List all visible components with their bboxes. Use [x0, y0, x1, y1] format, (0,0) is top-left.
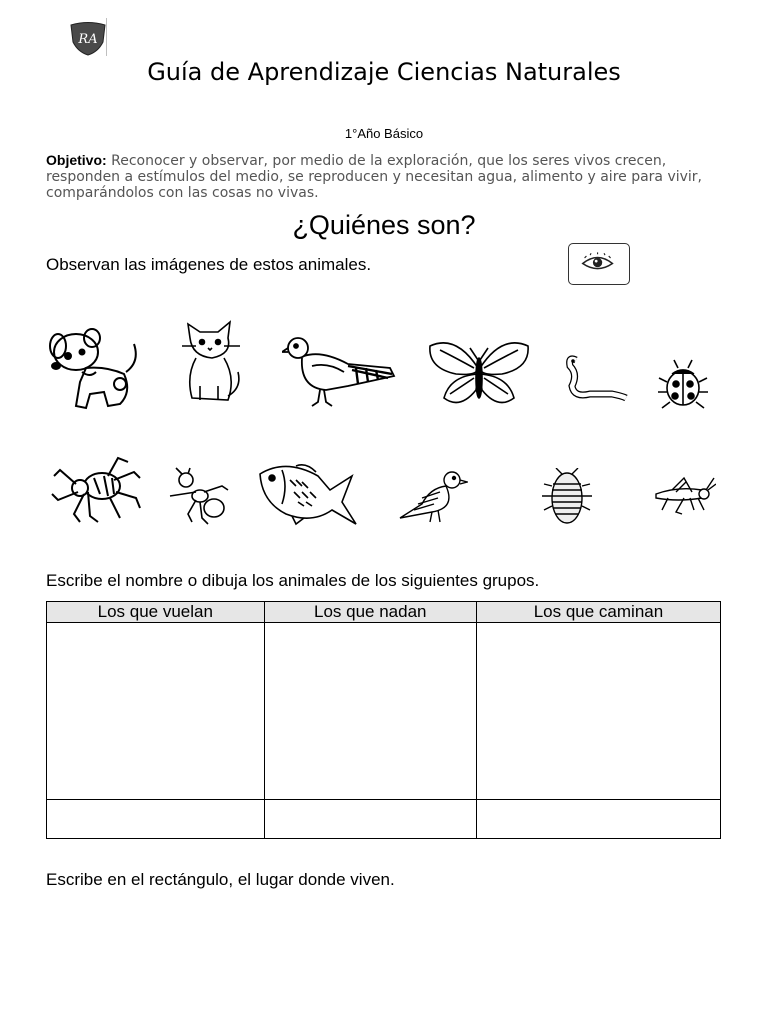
grade-level: 1°Año Básico	[344, 126, 424, 141]
objective-label: Objetivo:	[46, 152, 107, 168]
habitat-instruction: Escribe en el rectángulo, el lugar donde viven.	[46, 870, 395, 889]
page-title: Guía de Aprendizaje Ciencias Naturales	[147, 58, 621, 86]
worm-image	[556, 352, 632, 404]
fish-image	[256, 458, 358, 528]
objective-block	[46, 152, 736, 201]
answer-cell-walk-extra[interactable]	[476, 800, 720, 839]
observe-instruction: Observan las imágenes de estos animales.	[46, 255, 372, 274]
grasshopper-image	[648, 474, 716, 520]
ladybug-image	[656, 356, 710, 410]
column-header-fly: Los que vuelan	[47, 602, 265, 623]
woodlouse-image	[540, 468, 594, 528]
observe-icon-box	[568, 243, 630, 285]
section-question: ¿Quiénes son?	[292, 210, 476, 240]
logo-divider	[106, 18, 107, 56]
pigeon-image	[282, 330, 398, 410]
column-header-swim: Los que nadan	[264, 602, 476, 623]
school-logo	[68, 20, 108, 56]
groups-instruction: Escribe el nombre o dibuja los animales de los siguientes grupos.	[46, 571, 540, 590]
ant-image	[168, 466, 232, 526]
bird-image	[396, 468, 468, 524]
dog-image	[46, 322, 142, 412]
answer-cell-fly-extra[interactable]	[47, 800, 265, 839]
column-header-walk: Los que caminan	[476, 602, 720, 623]
butterfly-image	[426, 338, 532, 410]
groups-table	[46, 601, 721, 839]
answer-cell-swim-extra[interactable]	[264, 800, 476, 839]
eye-icon	[569, 244, 628, 283]
cat-image	[178, 316, 246, 410]
answer-cell-walk[interactable]	[476, 623, 720, 800]
spider-image	[48, 454, 142, 524]
objective-text: Reconocer y observar, por medio de la exploración, que los seres vivos crecen, responden a estímulos del medio, se reproducen y necesitan agua, alimento y aire para vivir, comparándolos con las cosas no vivas.	[46, 153, 703, 201]
answer-cell-fly[interactable]	[47, 623, 265, 800]
answer-cell-swim[interactable]	[264, 623, 476, 800]
logo-monogram: RA	[78, 32, 98, 47]
